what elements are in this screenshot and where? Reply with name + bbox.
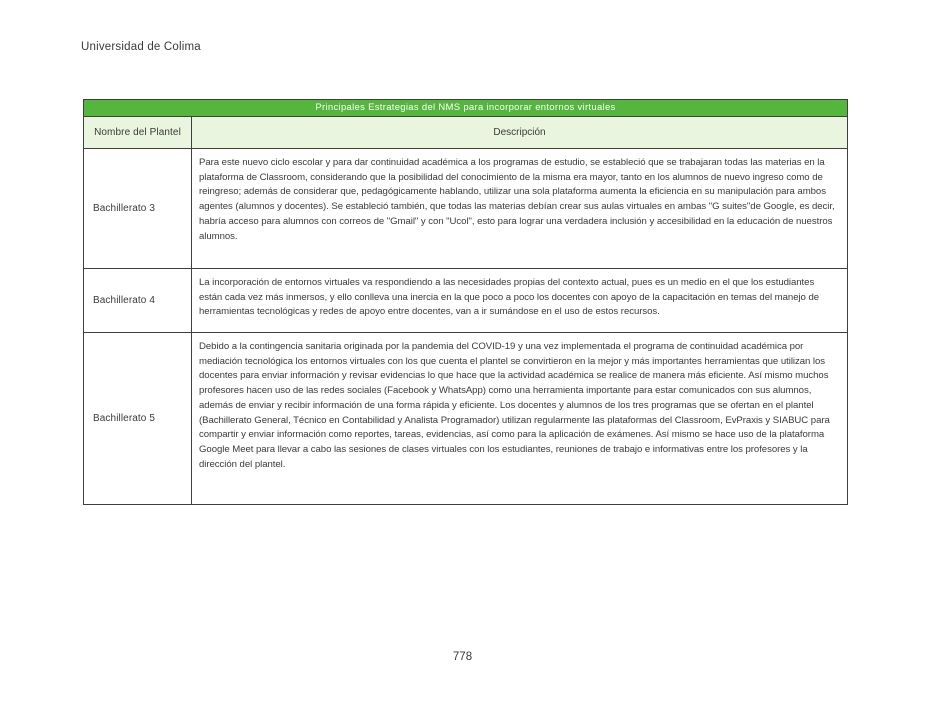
document-header: Universidad de Colima	[81, 41, 201, 53]
plantel-cell: Bachillerato 4	[84, 269, 192, 332]
page-number: 778	[452, 651, 473, 663]
descripcion-cell: Para este nuevo ciclo escolar y para dar continuidad académica a los programas de estudio, se estableció que se trabajaran todas las materias en la plataforma de Classroom, considerando que la posibilidad del conocimiento de la misma era mayor, tanto en los alumnos de nuevo ingreso como de reingreso; además de considerar que, pedagógicamente hablando, utilizar una sola plataforma aumenta la eficiencia en su manipulación para ambos agentes (alumnos y docentes). Se estableció también, que todas las materias debían crear sus aulas virtuales en ambas "G suites"de Google, es decir, habría acceso para alumnos con correos de "Gmail" y con "Ucol", esto para lograr una verdadera inclusión y accesibilidad en la educación de nuestros alumnos.	[199, 157, 835, 242]
descripcion-cell: Debido a la contingencia sanitaria originada por la pandemia del COVID-19 y una vez implementada el programa de continuidad académica por mediación tecnológica los entornos virtuales con los que cuenta el plantel se convirtieron en la mejor y más importantes herramientas que utilizan los docentes para enviar información y revisar evidencias lo que hace que la actividad académica se realice de manera más eficiente. Así mismo muchos profesores hacen uso de las redes sociales (Facebook y WhatsApp) como una herramienta importante para estar comunicados con sus alumnos, además de enviar y recibir información de una forma rápida y eficiente. Los docentes y alumnos de los tres programas que se ofertan en el plantel (Bachillerato General, Técnico en Contabilidad y Analista Programador) utilizan regularmente las plataformas del Classroom, EvPraxis y SIABUC para compartir y enviar información como reportes, tareas, evidencias, así como para la aplicación de exámenes. Así mismo se hace uso de la plataforma Google Meet para llevar a cabo las sesiones de clases virtuales con los estudiantes, reuniones de trabajo e informativas entre los profesores y la dirección del plantel.	[199, 341, 830, 470]
table-row	[84, 332, 847, 504]
descripcion-cell: La incorporación de entornos virtuales va respondiendo a las necesidades propias del contexto actual, pues es un medio en el que los estudiantes están cada vez más inmersos, y ello conlleva una inercia en la que poco a poco los docentes con apoyo de la capacitación en temas del manejo de herramientas tecnológicas y redes de apoyo entre docentes, van a ir sumándose en el uso de estos recursos.	[199, 277, 820, 318]
table-row	[84, 268, 847, 332]
column-header-descripcion: Descripción	[493, 127, 546, 138]
column-header-plantel: Nombre del Plantel	[84, 117, 192, 148]
strategies-table	[83, 99, 848, 505]
table-title: Principales Estrategias del NMS para incorporar entornos virtuales	[84, 100, 847, 116]
plantel-cell: Bachillerato 3	[84, 149, 192, 268]
table-row	[84, 148, 847, 268]
table-header-row	[84, 116, 847, 148]
plantel-cell: Bachillerato 5	[84, 333, 192, 504]
